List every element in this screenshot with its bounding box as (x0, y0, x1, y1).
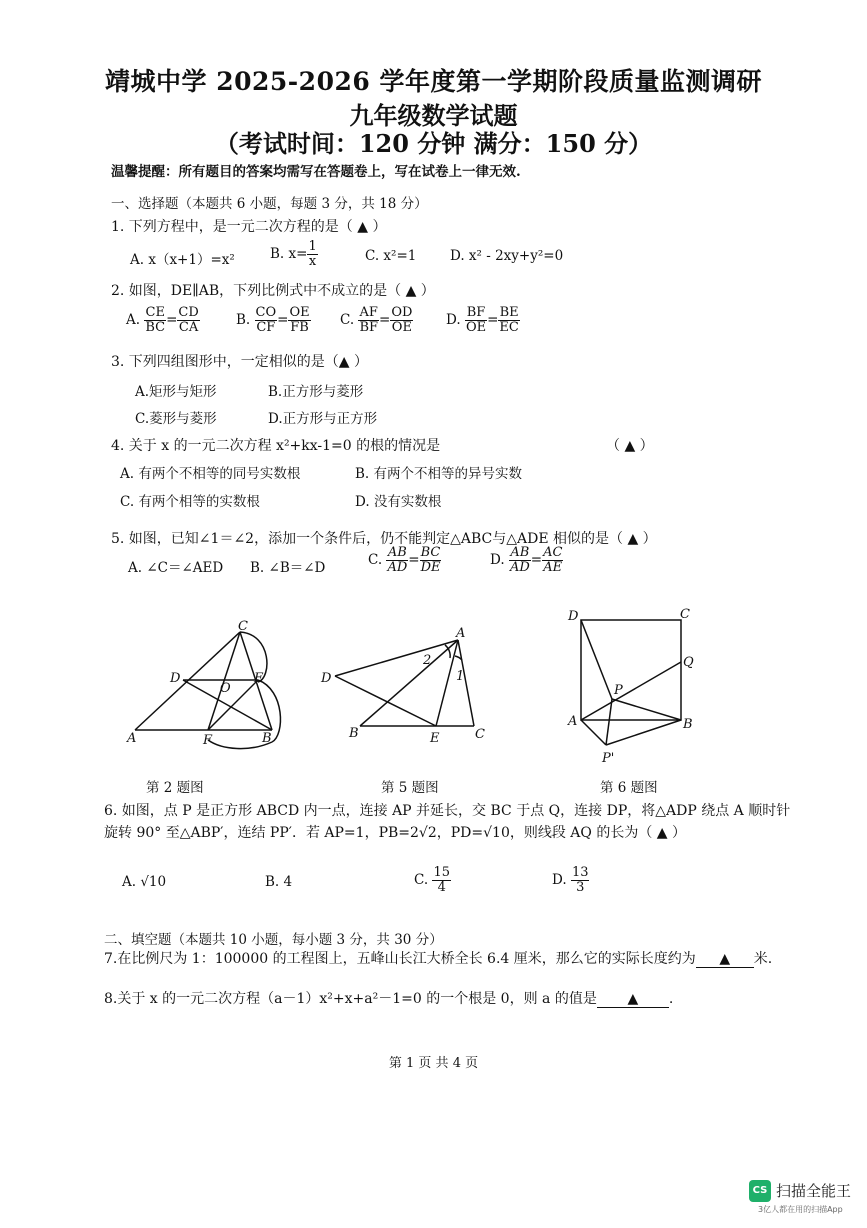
fig2-label-B: B (262, 731, 272, 746)
fig6-segment-P2B (606, 720, 681, 745)
exam-title: 靖城中学 2025-2026 学年度第一学期阶段质量监测调研 (105, 67, 762, 96)
notice: 温馨提醒：所有题目的答案均需写在答题卷上，写在试卷上一律无效. (111, 164, 521, 180)
q1-option-a: A. x（x+1）=x² (130, 252, 235, 268)
q3-option-c: C.菱形与菱形 (135, 411, 217, 427)
camscanner-name: 扫描全能王 (776, 1182, 852, 1200)
fig5-label-1: 1 (456, 669, 465, 684)
q5-option-b: B. ∠B＝∠D (250, 560, 326, 576)
exam-time-score: （考试时间：120 分钟 满分：150 分） (214, 129, 653, 158)
exam-subtitle: 九年级数学试题 (349, 101, 518, 130)
q4-stem: 4. 关于 x 的一元二次方程 x²+kx-1=0 的根的情况是 (111, 438, 441, 454)
q5-stem: 5. 如图，已知∠1＝∠2，添加一个条件后，仍不能判定△ABC与△ADE 相似的是（ ▲ ） (111, 531, 657, 547)
q6-option-a: A. √10 (122, 874, 167, 890)
q1-option-b-prefix: B. x= (270, 246, 308, 262)
q2-stem: 2. 如图，DE∥AB，下列比例式中不成立的是（ ▲ ） (111, 283, 435, 299)
fig2-label-E: E (254, 671, 264, 686)
q4-option-c: C. 有两个相等的实数根 (120, 494, 260, 510)
q6-option-d: D. $\frac{13}{3}$ (552, 865, 589, 895)
q3-stem: 3. 下列四组图形中，一定相似的是（▲ ） (111, 354, 369, 370)
fig5-label-2: 2 (423, 653, 432, 668)
fig5-label-C: C (475, 727, 485, 742)
fig6-segment-PP2 (606, 699, 612, 745)
fig6-label-A: A (568, 714, 578, 729)
q7-blank: ▲ (696, 951, 754, 968)
fig2-label-D: D (170, 671, 181, 686)
q2-option-a: A. $\frac{CE}{BC}$ = $\frac{CD}{CA}$ (126, 305, 199, 335)
fig6-segment-DP (581, 620, 612, 699)
q1-option-c: C. x²=1 (365, 248, 417, 264)
q4-option-b: B. 有两个不相等的异号实数 (355, 466, 523, 482)
q2-option-b: B. $\frac{CO}{CF}$ = $\frac{OE}{FB}$ (236, 305, 310, 335)
fig2-label-O: O (220, 681, 231, 696)
q7-stem: 7.在比例尺为 1：100000 的工程图上，五峰山长江大桥全长 6.4 厘米，那么它的实际长度约为 ▲ 米. (104, 951, 773, 967)
q2-option-d: D. $\frac{BF}{OE}$ = $\frac{BE}{EC}$ (446, 305, 519, 335)
fig6-segment-PB (612, 699, 681, 720)
fig6-label-D: D (568, 609, 579, 624)
fig6-segment-AQ (581, 662, 681, 720)
q1-stem: 1. 下列方程中，是一元二次方程的是（ ▲ ） (111, 219, 387, 235)
q5-option-d: D. $\frac{AB}{AD}$ = $\frac{AC}{AE}$ (490, 545, 563, 575)
q1-option-b-fraction: $\frac{1}{x}$ (308, 239, 317, 269)
section2-heading: 二、填空题（本题共 10 小题，每小题 3 分，共 30 分） (104, 932, 443, 948)
page-footer: 第 1 页 共 4 页 (388, 1056, 479, 1071)
fig2-label-C: C (238, 619, 248, 634)
q6-option-c: C. $\frac{15}{4}$ (414, 865, 450, 895)
fig6-label-P: P (614, 683, 623, 698)
q5-option-c: C. $\frac{AB}{AD}$ = $\frac{BC}{DE}$ (368, 545, 441, 575)
q3-option-a: A.矩形与矩形 (135, 384, 217, 400)
q6-stem-line1: 6. 如图，点 P 是正方形 ABCD 内一点，连接 AP 并延长，交 BC 于点 Q，连接 DP，将△ADP 绕点 A 顺时针 (104, 803, 791, 819)
q8-stem: 8.关于 x 的一元二次方程（a－1）x²+x+a²－1=0 的一个根是 0，则 a 的值是 ▲ . (104, 991, 674, 1007)
q1-option-d: D. x² - 2xy+y²=0 (450, 248, 564, 264)
q4-option-a: A. 有两个不相等的同号实数根 (120, 466, 301, 482)
fig6-segment-AP2 (581, 720, 606, 745)
q6-option-b: B. 4 (265, 874, 293, 890)
q3-option-b: B.正方形与菱形 (268, 384, 364, 400)
fig5-label-A: A (456, 626, 466, 641)
fig5-label-E: E (430, 731, 440, 746)
fig6-caption: 第 6 题图 (600, 780, 658, 796)
camscanner-logo-icon: CS (749, 1180, 771, 1202)
q8-blank: ▲ (597, 991, 669, 1008)
fig2-label-F: F (203, 733, 213, 748)
fig2-caption: 第 2 题图 (146, 780, 204, 796)
section1-heading: 一、选择题（本题共 6 小题，每题 3 分，共 18 分） (111, 196, 428, 212)
fig6-label-Q: Q (683, 655, 694, 670)
q4-answer-mark: （ ▲ ） (606, 438, 654, 454)
q3-option-d: D.正方形与正方形 (268, 411, 378, 427)
fig5-label-D: D (321, 671, 332, 686)
q4-option-d: D. 没有实数根 (355, 494, 442, 510)
q6-stem-line2: 旋转 90° 至△ABP′，连结 PP′．若 AP=1，PB=2√2，PD=√10，则线段 AQ 的长为（ ▲ ） (104, 825, 687, 841)
fig5-label-B: B (349, 726, 359, 741)
camscanner-tagline: 3亿人都在用的扫描App (758, 1205, 843, 1214)
q2-option-c: C. $\frac{AF}{BF}$ = $\frac{OD}{OE}$ (340, 305, 413, 335)
fig6-label-B: B (683, 717, 693, 732)
fig6-label-P-prime: P' (602, 751, 615, 766)
fig5-caption: 第 5 题图 (381, 780, 439, 796)
fig2-label-A: A (127, 731, 137, 746)
q5-option-a: A. ∠C＝∠AED (128, 560, 224, 576)
fig6-label-C: C (680, 607, 690, 622)
